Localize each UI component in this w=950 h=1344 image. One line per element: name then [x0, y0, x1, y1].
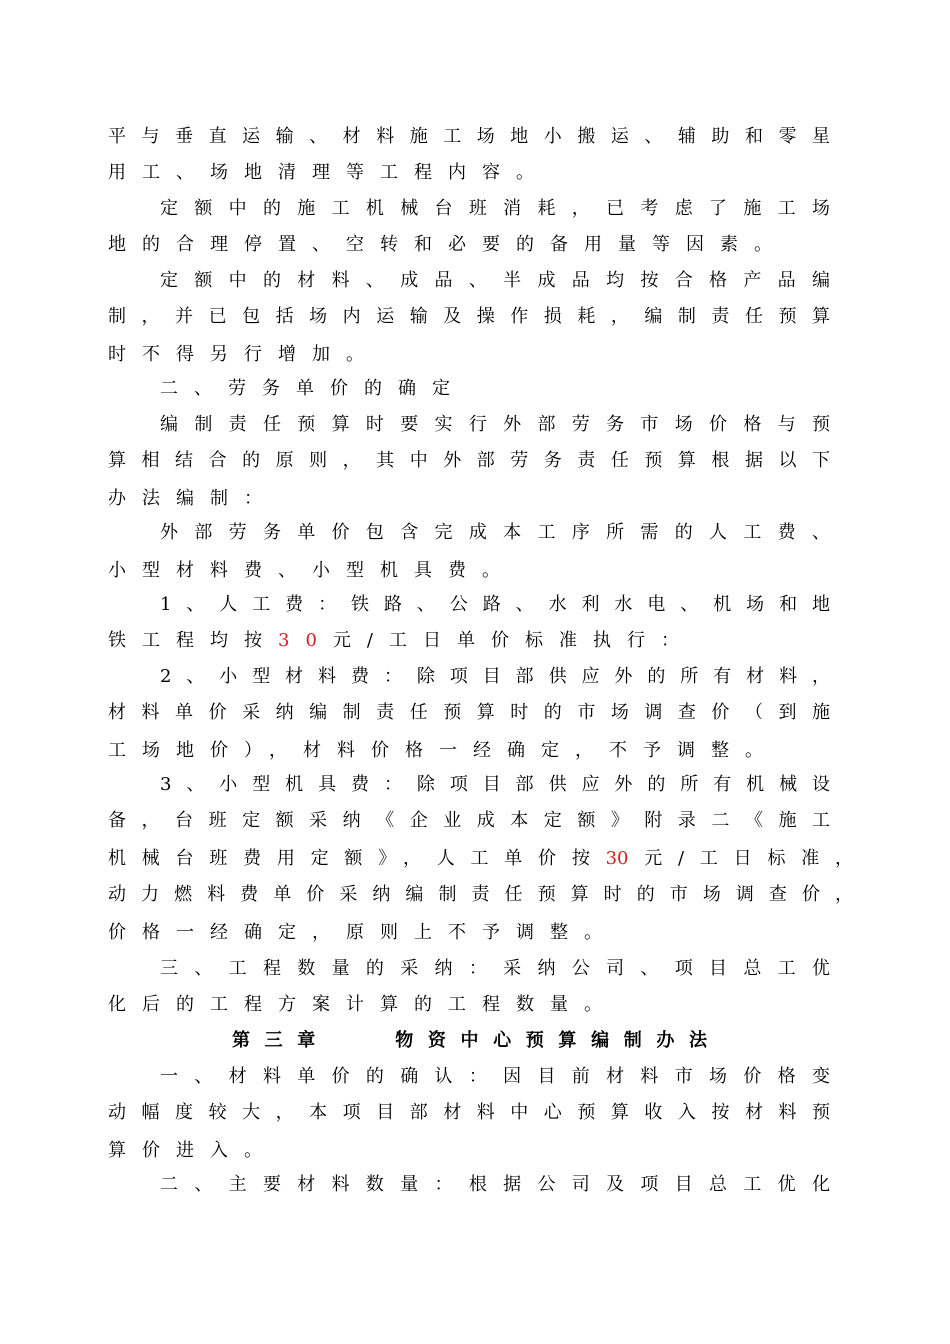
text-line: 算相结合的原则，其中外部劳务责任预算根据以下 — [108, 450, 830, 471]
text-line: 动力燃料费单价采纳编制责任预算时的市场调查价， — [108, 884, 853, 905]
text-line: 三、工程数量的采纳：采纳公司、项目总工优 — [160, 958, 830, 979]
text-line: 化后的工程方案计算的工程数量。 — [108, 994, 618, 1015]
text-line: 材料单价采纳编制责任预算时的市场调查价（到施 — [108, 702, 830, 723]
text-line: 二、主要材料数量：根据公司及项目总工优化 — [160, 1174, 830, 1195]
text-line: 制，并已包括场内运输及操作损耗，编制责任预算 — [108, 306, 830, 327]
text-line: 办法编制： — [108, 488, 278, 509]
text-line: 动幅度较大，本项目部材料中心预算收入按材料预 — [108, 1102, 830, 1123]
text-segment: 元/工日标准， — [628, 848, 853, 869]
text-line: 算价进入。 — [108, 1140, 278, 1161]
text-line: 一、材料单价的确认：因目前材料市场价格变 — [160, 1066, 830, 1087]
chapter-heading: 第三章 物资中心预算编制办法 — [232, 1030, 707, 1051]
text-line: 3、小型机具费：除项目部供应外的所有机械设 — [160, 774, 830, 795]
text-line: 平与垂直运输、材料施工场地小搬运、辅助和零星 — [108, 126, 830, 147]
text-line: 备，台班定额采纳《企业成本定额》附录二《施工 — [108, 810, 830, 831]
price-value: 30 — [605, 848, 629, 869]
text-line: 定额中的施工机械台班消耗，已考虑了施工场 — [160, 198, 830, 219]
text-line: 用工、场地清理等工程内容。 — [108, 162, 550, 183]
text-line: 地的合理停置、空转和必要的备用量等因素。 — [108, 234, 788, 255]
text-line: 编制责任预算时要实行外部劳务市场价格与预 — [160, 414, 830, 435]
text-line: 定额中的材料、成品、半成品均按合格产品编 — [160, 270, 830, 291]
text-segment: 铁工程均按 — [108, 630, 278, 651]
text-line: 工场地价），材料价格一经确定，不予调整。 — [108, 740, 779, 761]
text-segment: 元/工日单价标准执行： — [332, 630, 695, 651]
price-value: 30 — [278, 630, 333, 651]
section-title: 二、劳务单价的确定 — [160, 378, 466, 399]
text-segment: 机械台班费用定额》，人工单价按 — [108, 848, 606, 869]
text-line: 时不得另行增加。 — [108, 344, 380, 365]
text-line: 价格一经确定，原则上不予调整。 — [108, 922, 618, 943]
text-line: 1、人工费：铁路、公路、水利水电、机场和地 — [160, 594, 830, 615]
text-line-with-price — [108, 626, 830, 656]
text-line: 外部劳务单价包含完成本工序所需的人工费、 — [160, 522, 830, 543]
text-line: 小型材料费、小型机具费。 — [108, 560, 516, 581]
text-line: 2、小型材料费：除项目部供应外的所有材料， — [160, 666, 830, 687]
text-line-with-price — [108, 844, 853, 874]
